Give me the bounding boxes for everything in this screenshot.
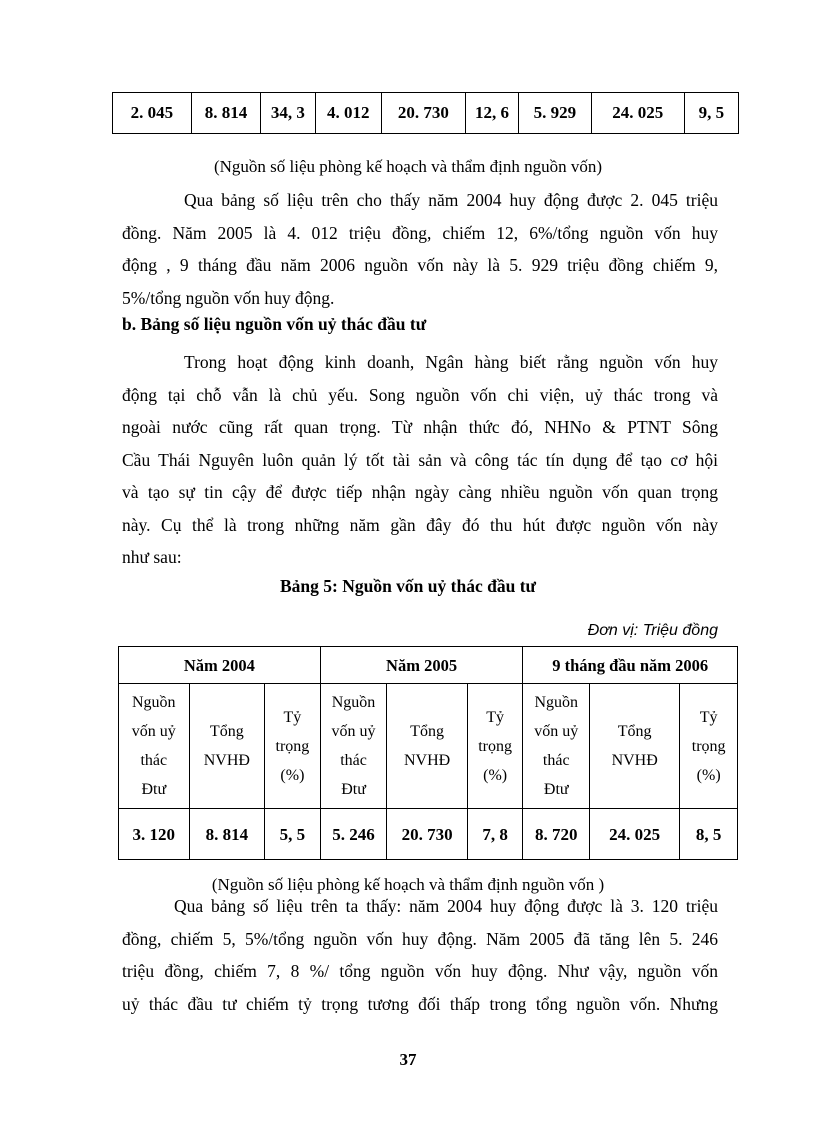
paragraph-line: và tạo sự tin cậy để được tiếp nhận ngày càng nhiều nguồn vốn quan trọng (122, 482, 718, 502)
header-text: vốn uỷ (331, 723, 376, 740)
header-text: Đtư (341, 781, 366, 798)
paragraph (122, 890, 718, 1020)
header-text: Đtư (141, 781, 167, 798)
header-text: vốn uỷ (534, 723, 579, 740)
paragraph-line: động tại chỗ vẫn là chủ yếu. Song nguồn vốn chi viện, uỷ thác trong và (122, 384, 718, 405)
header-text: Nguồn (534, 694, 579, 711)
header-text: trọng (275, 737, 310, 755)
paragraph-line: này. Cụ thể là trong những năm gần đây đó thu hút được nguồn vốn này (122, 514, 718, 535)
header-text: thác (140, 752, 168, 769)
paragraph-line: như sau: (122, 547, 182, 567)
table-cell: 3. 120 (119, 809, 190, 860)
header-text: Tỷ (699, 708, 718, 726)
col-header-total (590, 684, 680, 809)
page-number: 37 (399, 1050, 417, 1069)
paragraph-line: triệu đồng, chiếm 7, 8 %/ tổng nguồn vốn huy động. Như vậy, nguồn vốn (122, 961, 718, 981)
header-text: Tổng (617, 723, 652, 740)
table-cell: 24. 025 (591, 93, 684, 134)
paragraph (122, 184, 718, 314)
source-note: (Nguồn số liệu phòng kế hoạch và thẩm định nguồn vốn) (213, 157, 603, 176)
table-header-row (119, 647, 738, 684)
col-header-total (189, 684, 265, 809)
table-cell: 12, 6 (465, 93, 518, 134)
header-text: Tỷ (486, 708, 504, 726)
header-text: (%) (483, 766, 508, 784)
table-cell: 8. 720 (523, 809, 590, 860)
header-text: Tổng (209, 723, 244, 740)
col-header-trust-capital (119, 684, 190, 809)
table-cell: 8. 814 (189, 809, 265, 860)
col-header-share (265, 684, 321, 809)
table-cell: 20. 730 (387, 809, 467, 860)
col-header-trust-capital (320, 684, 387, 809)
paragraph-line: động , 9 tháng đầu năm 2006 nguồn vốn này là 5. 929 triệu đồng chiếm 9, (122, 255, 718, 275)
paragraph-line: đồng, chiếm 5, 5%/tổng nguồn vốn huy động. Năm 2005 đã tăng lên 5. 246 (122, 928, 718, 949)
year-header: Năm 2005 (320, 647, 523, 684)
table-title: Bảng 5: Nguồn vốn uỷ thác đầu tư (279, 576, 537, 596)
header-text: NVHĐ (403, 752, 451, 769)
table-subheader-row (119, 684, 738, 809)
unit-note: Đơn vị: Triệu đồng (587, 622, 718, 639)
section-heading: b. Bảng số liệu nguồn vốn uỷ thác đầu tư (122, 314, 427, 334)
previous-table-continuation (112, 92, 739, 134)
header-text: vốn uỷ (131, 723, 176, 740)
paragraph-line: ngoài nước cũng rất quan trọng. Từ nhận thức đó, NHNo & PTNT Sông (122, 417, 718, 437)
col-header-share (467, 684, 523, 809)
header-text: Nguồn (331, 694, 376, 711)
header-text: Đtư (543, 781, 569, 798)
table-row (119, 809, 738, 860)
trust-capital-table (118, 646, 738, 860)
table-cell: 5. 246 (320, 809, 387, 860)
col-header-trust-capital (523, 684, 590, 809)
paragraph-line: Cầu Thái Nguyên luôn quản lý tốt tài sản và công tác tín dụng để tạo cơ hội (122, 449, 718, 470)
header-text: (%) (280, 766, 305, 784)
year-header: Năm 2004 (119, 647, 321, 684)
col-header-share (680, 684, 738, 809)
table-cell: 5. 929 (519, 93, 592, 134)
year-header: 9 tháng đầu năm 2006 (523, 647, 738, 684)
paragraph (122, 346, 718, 574)
table-cell: 34, 3 (261, 93, 315, 134)
table-cell: 20. 730 (381, 93, 465, 134)
header-text: trọng (478, 737, 512, 755)
table-cell: 9, 5 (684, 93, 738, 134)
table-cell: 8. 814 (191, 93, 261, 134)
table-cell: 2. 045 (113, 93, 192, 134)
paragraph-line: Qua bảng số liệu trên ta thấy: năm 2004 huy động được là 3. 120 triệu (174, 896, 718, 916)
header-text: trọng (691, 737, 726, 755)
header-text: Tổng (410, 723, 444, 740)
header-text: Nguồn (132, 694, 176, 711)
header-text: NVHĐ (203, 752, 250, 769)
paragraph-line: Trong hoạt động kinh doanh, Ngân hàng biết rằng nguồn vốn huy (184, 352, 718, 372)
table-cell: 8, 5 (680, 809, 738, 860)
header-text: thác (542, 752, 570, 769)
header-text: thác (340, 752, 367, 769)
paragraph-line: Qua bảng số liệu trên cho thấy năm 2004 huy động được 2. 045 triệu (184, 190, 718, 210)
table-cell: 4. 012 (315, 93, 381, 134)
table-cell: 7, 8 (467, 809, 523, 860)
header-text: Tỷ (283, 708, 302, 726)
table-cell: 24. 025 (590, 809, 680, 860)
source-note: (Nguồn số liệu phòng kế hoạch và thẩm định nguồn vốn ) (211, 875, 605, 894)
col-header-total (387, 684, 467, 809)
header-text: (%) (696, 766, 721, 784)
paragraph-line: đồng. Năm 2005 là 4. 012 triệu đồng, chiếm 12, 6%/tổng nguồn vốn huy (122, 222, 718, 243)
paragraph-line: 5%/tổng nguồn vốn huy động. (122, 287, 335, 308)
table-row (113, 93, 739, 134)
paragraph-line: uỷ thác đầu tư chiếm tỷ trọng tương đối thấp trong tổng nguồn vốn. Nhưng (122, 993, 718, 1014)
table-cell: 5, 5 (265, 809, 321, 860)
header-text: NVHĐ (611, 752, 658, 769)
